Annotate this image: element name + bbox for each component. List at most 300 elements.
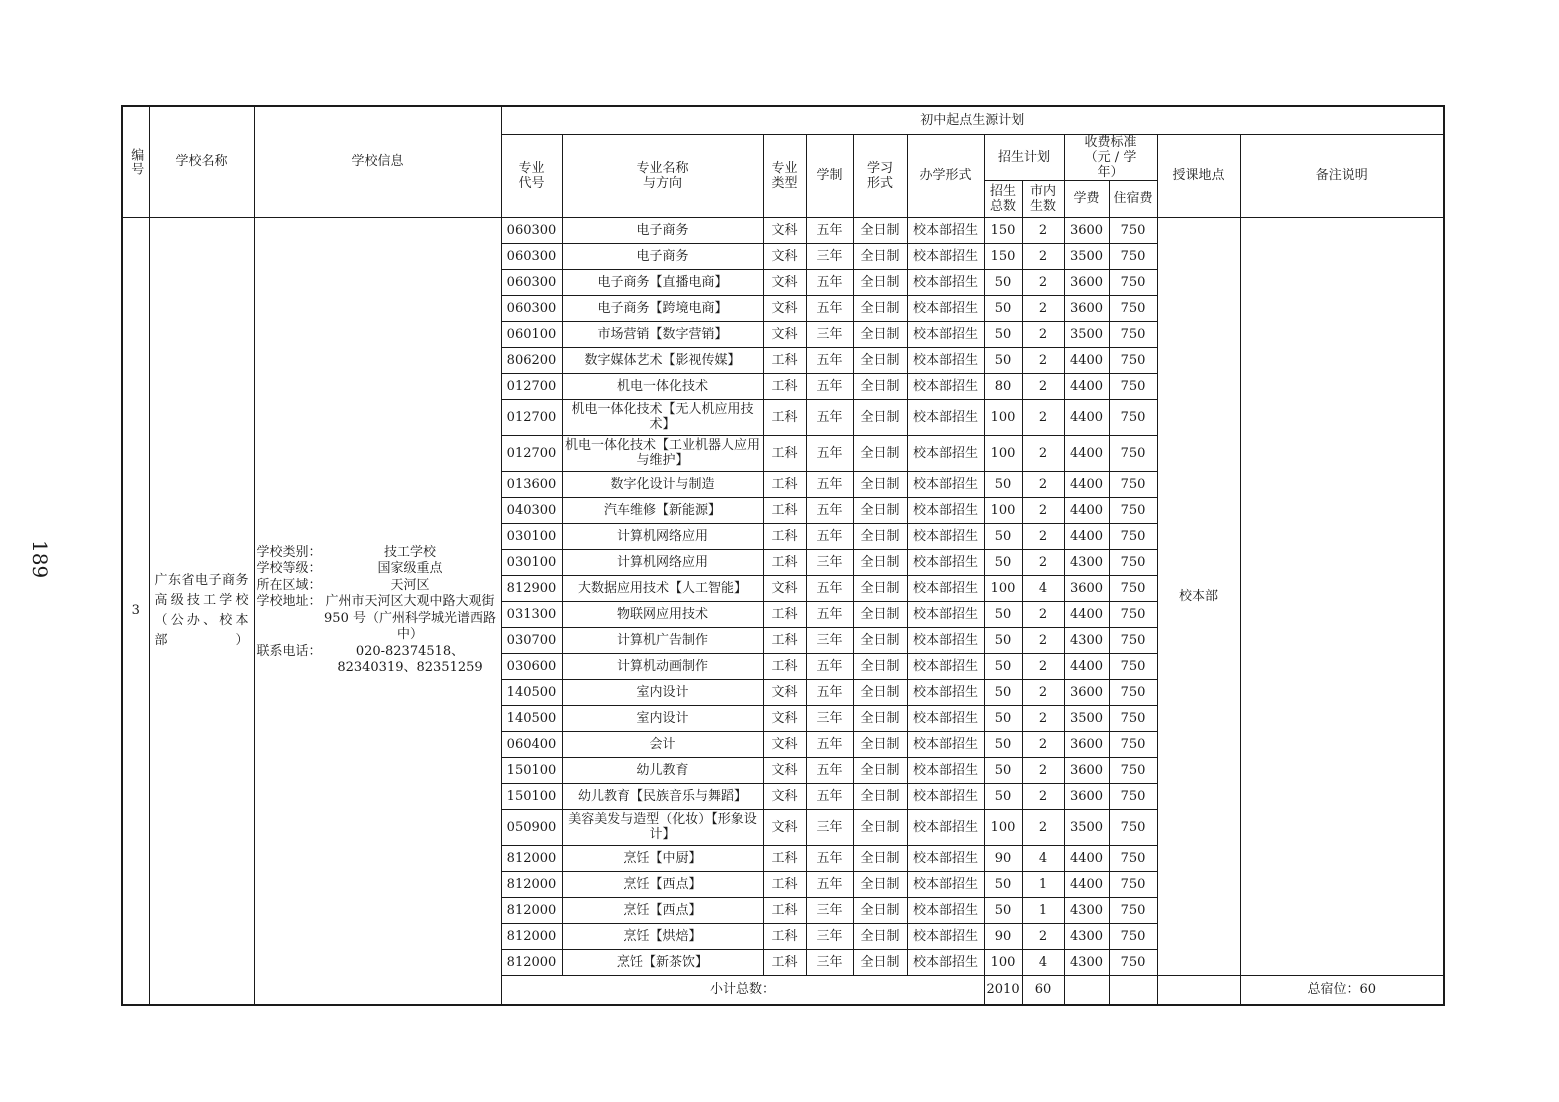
tuition-cell: 3600 (1064, 575, 1109, 601)
major-name-cell: 电子商务 (562, 243, 763, 269)
in-city-cell: 2 (1022, 705, 1064, 731)
study-form-cell: 全日制 (853, 897, 907, 923)
major-name-cell: 机电一体化技术【工业机器人应用与维护】 (562, 435, 763, 471)
major-name-cell: 计算机广告制作 (562, 627, 763, 653)
tuition-cell: 4400 (1064, 601, 1109, 627)
major-type-cell: 文科 (763, 705, 806, 731)
major-code-cell: 031300 (501, 601, 562, 627)
in-city-cell: 1 (1022, 871, 1064, 897)
dorm-fee-cell: 750 (1109, 575, 1157, 601)
study-form-cell: 全日制 (853, 373, 907, 399)
study-form-cell: 全日制 (853, 549, 907, 575)
tuition-cell: 3600 (1064, 757, 1109, 783)
tuition-cell: 4400 (1064, 871, 1109, 897)
dorm-fee-cell: 750 (1109, 373, 1157, 399)
run-form-cell: 校本部招生 (907, 601, 984, 627)
dorm-fee-cell: 750 (1109, 321, 1157, 347)
major-code-cell: 812900 (501, 575, 562, 601)
major-type-cell: 工科 (763, 523, 806, 549)
duration-cell: 五年 (806, 347, 853, 373)
subtotal-tuition (1064, 975, 1109, 1005)
duration-cell: 五年 (806, 731, 853, 757)
duration-cell: 五年 (806, 601, 853, 627)
dorm-fee-cell: 750 (1109, 627, 1157, 653)
duration-cell: 五年 (806, 217, 853, 243)
major-type-cell: 工科 (763, 347, 806, 373)
dorm-fee-cell: 750 (1109, 243, 1157, 269)
major-name-cell: 大数据应用技术【人工智能】 (562, 575, 763, 601)
study-form-cell: 全日制 (853, 435, 907, 471)
tuition-cell: 3600 (1064, 269, 1109, 295)
major-name-cell: 烹饪【中厨】 (562, 845, 763, 871)
dorm-fee-cell: 750 (1109, 949, 1157, 975)
info-level: 学校等级： 国家级重点 (256, 561, 443, 577)
major-name-cell: 电子商务【跨境电商】 (562, 295, 763, 321)
in-city-cell: 2 (1022, 295, 1064, 321)
dorm-fee-cell: 750 (1109, 845, 1157, 871)
major-code-cell: 050900 (501, 809, 562, 845)
in-city-cell: 2 (1022, 373, 1064, 399)
study-form-cell: 全日制 (853, 295, 907, 321)
study-form-cell: 全日制 (853, 321, 907, 347)
page-number: 189 (28, 540, 52, 579)
header-duration: 学制 (806, 134, 853, 217)
in-city-cell: 2 (1022, 399, 1064, 435)
run-form-cell: 校本部招生 (907, 295, 984, 321)
major-type-cell: 文科 (763, 321, 806, 347)
header-fee-standard: 收费标准（元 / 学年） (1064, 134, 1157, 180)
tuition-cell: 4400 (1064, 523, 1109, 549)
header-run-form: 办学形式 (907, 134, 984, 217)
duration-cell: 五年 (806, 845, 853, 871)
tuition-cell: 3600 (1064, 217, 1109, 243)
enroll-total-cell: 50 (984, 897, 1022, 923)
school-no: 3 (122, 217, 149, 1005)
major-type-cell: 工科 (763, 845, 806, 871)
enrollment-plan-table (121, 105, 1445, 1006)
header-plan-group: 初中起点生源计划 (501, 106, 1444, 134)
major-name-cell: 汽车维修【新能源】 (562, 497, 763, 523)
school-name: 广东省电子商务高级技工学校（公办、校本部） (149, 217, 254, 1005)
major-name-cell: 计算机网络应用 (562, 549, 763, 575)
in-city-cell: 2 (1022, 601, 1064, 627)
subtotal-in-city: 60 (1022, 975, 1064, 1005)
enroll-total-cell: 50 (984, 471, 1022, 497)
major-code-cell: 812000 (501, 871, 562, 897)
study-form-cell: 全日制 (853, 949, 907, 975)
dorm-fee-cell: 750 (1109, 497, 1157, 523)
duration-cell: 三年 (806, 949, 853, 975)
major-type-cell: 文科 (763, 809, 806, 845)
run-form-cell: 校本部招生 (907, 549, 984, 575)
duration-cell: 三年 (806, 243, 853, 269)
location-cell: 校本部 (1157, 217, 1240, 975)
dorm-fee-cell: 750 (1109, 783, 1157, 809)
major-name-cell: 室内设计 (562, 679, 763, 705)
enroll-total-cell: 100 (984, 949, 1022, 975)
duration-cell: 三年 (806, 809, 853, 845)
major-type-cell: 工科 (763, 653, 806, 679)
subtotal-remark: 总宿位：60 (1240, 975, 1444, 1005)
in-city-cell: 2 (1022, 523, 1064, 549)
in-city-cell: 2 (1022, 217, 1064, 243)
major-type-cell: 工科 (763, 399, 806, 435)
major-type-cell: 工科 (763, 435, 806, 471)
major-name-cell: 电子商务【直播电商】 (562, 269, 763, 295)
dorm-fee-cell: 750 (1109, 523, 1157, 549)
in-city-cell: 2 (1022, 783, 1064, 809)
enroll-total-cell: 100 (984, 809, 1022, 845)
enroll-total-cell: 50 (984, 627, 1022, 653)
study-form-cell: 全日制 (853, 347, 907, 373)
run-form-cell: 校本部招生 (907, 845, 984, 871)
in-city-cell: 2 (1022, 809, 1064, 845)
major-name-cell: 幼儿教育【民族音乐与舞蹈】 (562, 783, 763, 809)
tuition-cell: 4300 (1064, 627, 1109, 653)
run-form-cell: 校本部招生 (907, 783, 984, 809)
study-form-cell: 全日制 (853, 217, 907, 243)
dorm-fee-cell: 750 (1109, 549, 1157, 575)
dorm-fee-cell: 750 (1109, 471, 1157, 497)
run-form-cell: 校本部招生 (907, 809, 984, 845)
run-form-cell: 校本部招生 (907, 705, 984, 731)
major-name-cell: 会计 (562, 731, 763, 757)
study-form-cell: 全日制 (853, 845, 907, 871)
subtotal-enroll-total: 2010 (984, 975, 1022, 1005)
in-city-cell: 2 (1022, 627, 1064, 653)
dorm-fee-cell: 750 (1109, 601, 1157, 627)
in-city-cell: 2 (1022, 471, 1064, 497)
enroll-total-cell: 150 (984, 217, 1022, 243)
study-form-cell: 全日制 (853, 471, 907, 497)
dorm-fee-cell: 750 (1109, 347, 1157, 373)
study-form-cell: 全日制 (853, 871, 907, 897)
study-form-cell: 全日制 (853, 809, 907, 845)
dorm-fee-cell: 750 (1109, 871, 1157, 897)
header-no: 编号 (122, 106, 149, 217)
enroll-total-cell: 90 (984, 923, 1022, 949)
in-city-cell: 2 (1022, 269, 1064, 295)
run-form-cell: 校本部招生 (907, 321, 984, 347)
in-city-cell: 4 (1022, 845, 1064, 871)
major-name-cell: 数字化设计与制造 (562, 471, 763, 497)
table-row (122, 217, 1444, 243)
run-form-cell: 校本部招生 (907, 679, 984, 705)
major-code-cell: 812000 (501, 923, 562, 949)
dorm-fee-cell: 750 (1109, 399, 1157, 435)
major-code-cell: 140500 (501, 705, 562, 731)
run-form-cell: 校本部招生 (907, 435, 984, 471)
major-code-cell: 030100 (501, 523, 562, 549)
in-city-cell: 2 (1022, 653, 1064, 679)
major-type-cell: 工科 (763, 949, 806, 975)
enroll-total-cell: 50 (984, 757, 1022, 783)
study-form-cell: 全日制 (853, 523, 907, 549)
major-type-cell: 工科 (763, 601, 806, 627)
duration-cell: 五年 (806, 471, 853, 497)
major-code-cell: 060300 (501, 269, 562, 295)
major-name-cell: 计算机动画制作 (562, 653, 763, 679)
info-district: 所在区域： 天河区 (256, 577, 430, 593)
remarks-cell (1240, 217, 1444, 975)
header-major-type: 专业类型 (763, 134, 806, 217)
duration-cell: 三年 (806, 923, 853, 949)
run-form-cell: 校本部招生 (907, 471, 984, 497)
subtotal-dorm-fee (1109, 975, 1157, 1005)
major-code-cell: 030700 (501, 627, 562, 653)
major-type-cell: 文科 (763, 757, 806, 783)
major-code-cell: 150100 (501, 783, 562, 809)
major-code-cell: 150100 (501, 757, 562, 783)
major-code-cell: 060100 (501, 321, 562, 347)
major-code-cell: 030600 (501, 653, 562, 679)
tuition-cell: 3500 (1064, 243, 1109, 269)
major-name-cell: 机电一体化技术【无人机应用技术】 (562, 399, 763, 435)
major-type-cell: 文科 (763, 575, 806, 601)
header-school-name: 学校名称 (149, 106, 254, 217)
major-code-cell: 806200 (501, 347, 562, 373)
major-type-cell: 文科 (763, 295, 806, 321)
dorm-fee-cell: 750 (1109, 435, 1157, 471)
run-form-cell: 校本部招生 (907, 897, 984, 923)
study-form-cell: 全日制 (853, 575, 907, 601)
duration-cell: 五年 (806, 757, 853, 783)
header-major-code: 专业代号 (501, 134, 562, 217)
enroll-total-cell: 50 (984, 295, 1022, 321)
enroll-total-cell: 50 (984, 601, 1022, 627)
major-name-cell: 室内设计 (562, 705, 763, 731)
major-code-cell: 013600 (501, 471, 562, 497)
in-city-cell: 2 (1022, 321, 1064, 347)
in-city-cell: 2 (1022, 923, 1064, 949)
duration-cell: 五年 (806, 497, 853, 523)
major-code-cell: 060400 (501, 731, 562, 757)
dorm-fee-cell: 750 (1109, 705, 1157, 731)
tuition-cell: 3500 (1064, 705, 1109, 731)
dorm-fee-cell: 750 (1109, 295, 1157, 321)
duration-cell: 五年 (806, 269, 853, 295)
enroll-total-cell: 50 (984, 549, 1022, 575)
tuition-cell: 4300 (1064, 949, 1109, 975)
in-city-cell: 2 (1022, 347, 1064, 373)
enroll-total-cell: 100 (984, 435, 1022, 471)
study-form-cell: 全日制 (853, 627, 907, 653)
tuition-cell: 4400 (1064, 845, 1109, 871)
run-form-cell: 校本部招生 (907, 373, 984, 399)
dorm-fee-cell: 750 (1109, 897, 1157, 923)
major-type-cell: 工科 (763, 923, 806, 949)
tuition-cell: 3600 (1064, 731, 1109, 757)
enroll-total-cell: 50 (984, 321, 1022, 347)
tuition-cell: 4400 (1064, 347, 1109, 373)
study-form-cell: 全日制 (853, 705, 907, 731)
major-name-cell: 数字媒体艺术【影视传媒】 (562, 347, 763, 373)
duration-cell: 五年 (806, 871, 853, 897)
in-city-cell: 2 (1022, 549, 1064, 575)
run-form-cell: 校本部招生 (907, 949, 984, 975)
table-body (122, 217, 1444, 1005)
run-form-cell: 校本部招生 (907, 243, 984, 269)
run-form-cell: 校本部招生 (907, 923, 984, 949)
enroll-total-cell: 100 (984, 575, 1022, 601)
enroll-total-cell: 50 (984, 783, 1022, 809)
major-name-cell: 机电一体化技术 (562, 373, 763, 399)
major-name-cell: 烹饪【西点】 (562, 871, 763, 897)
tuition-cell: 4400 (1064, 399, 1109, 435)
subtotal-label: 小计总数： (501, 975, 984, 1005)
major-type-cell: 工科 (763, 373, 806, 399)
tuition-cell: 4400 (1064, 373, 1109, 399)
major-name-cell: 美容美发与造型（化妆）【形象设计】 (562, 809, 763, 845)
study-form-cell: 全日制 (853, 679, 907, 705)
major-type-cell: 文科 (763, 731, 806, 757)
major-name-cell: 物联网应用技术 (562, 601, 763, 627)
run-form-cell: 校本部招生 (907, 269, 984, 295)
major-type-cell: 文科 (763, 269, 806, 295)
tuition-cell: 4400 (1064, 471, 1109, 497)
dorm-fee-cell: 750 (1109, 923, 1157, 949)
major-name-cell: 烹饪【烘焙】 (562, 923, 763, 949)
dorm-fee-cell: 750 (1109, 217, 1157, 243)
in-city-cell: 2 (1022, 243, 1064, 269)
enroll-total-cell: 50 (984, 347, 1022, 373)
run-form-cell: 校本部招生 (907, 653, 984, 679)
school-info (254, 217, 501, 1005)
subtotal-location (1157, 975, 1240, 1005)
dorm-fee-cell: 750 (1109, 679, 1157, 705)
major-name-cell: 计算机网络应用 (562, 523, 763, 549)
dorm-fee-cell: 750 (1109, 757, 1157, 783)
header-enroll-plan: 招生计划 (984, 134, 1064, 180)
study-form-cell: 全日制 (853, 653, 907, 679)
enroll-total-cell: 50 (984, 269, 1022, 295)
enroll-total-cell: 50 (984, 731, 1022, 757)
duration-cell: 三年 (806, 627, 853, 653)
major-type-cell: 文科 (763, 217, 806, 243)
duration-cell: 三年 (806, 897, 853, 923)
major-code-cell: 030100 (501, 549, 562, 575)
info-address: 学校地址： 广州市天河区大观中路大观街 950 号（广州科学城光谱西路中） (256, 594, 496, 643)
study-form-cell: 全日制 (853, 783, 907, 809)
major-code-cell: 060300 (501, 217, 562, 243)
major-name-cell: 幼儿教育 (562, 757, 763, 783)
enroll-total-cell: 50 (984, 705, 1022, 731)
study-form-cell: 全日制 (853, 497, 907, 523)
tuition-cell: 3600 (1064, 295, 1109, 321)
major-name-cell: 烹饪【新茶饮】 (562, 949, 763, 975)
tuition-cell: 4400 (1064, 497, 1109, 523)
duration-cell: 五年 (806, 295, 853, 321)
major-type-cell: 工科 (763, 497, 806, 523)
run-form-cell: 校本部招生 (907, 347, 984, 373)
tuition-cell: 3500 (1064, 809, 1109, 845)
major-type-cell: 工科 (763, 871, 806, 897)
run-form-cell: 校本部招生 (907, 497, 984, 523)
tuition-cell: 4300 (1064, 897, 1109, 923)
enroll-total-cell: 50 (984, 523, 1022, 549)
duration-cell: 三年 (806, 705, 853, 731)
run-form-cell: 校本部招生 (907, 757, 984, 783)
run-form-cell: 校本部招生 (907, 871, 984, 897)
enroll-total-cell: 90 (984, 845, 1022, 871)
major-type-cell: 工科 (763, 897, 806, 923)
major-code-cell: 012700 (501, 435, 562, 471)
study-form-cell: 全日制 (853, 731, 907, 757)
enroll-total-cell: 100 (984, 399, 1022, 435)
run-form-cell: 校本部招生 (907, 627, 984, 653)
major-name-cell: 市场营销【数字营销】 (562, 321, 763, 347)
duration-cell: 五年 (806, 653, 853, 679)
study-form-cell: 全日制 (853, 269, 907, 295)
duration-cell: 三年 (806, 321, 853, 347)
tuition-cell: 4400 (1064, 653, 1109, 679)
duration-cell: 五年 (806, 679, 853, 705)
enroll-total-cell: 50 (984, 679, 1022, 705)
major-type-cell: 工科 (763, 627, 806, 653)
tuition-cell: 3500 (1064, 321, 1109, 347)
in-city-cell: 4 (1022, 575, 1064, 601)
run-form-cell: 校本部招生 (907, 523, 984, 549)
dorm-fee-cell: 750 (1109, 809, 1157, 845)
header-school-info: 学校信息 (254, 106, 501, 217)
study-form-cell: 全日制 (853, 601, 907, 627)
tuition-cell: 3600 (1064, 783, 1109, 809)
table-header (122, 106, 1444, 217)
tuition-cell: 3600 (1064, 679, 1109, 705)
major-name-cell: 电子商务 (562, 217, 763, 243)
header-dorm-fee: 住宿费 (1109, 180, 1157, 217)
run-form-cell: 校本部招生 (907, 575, 984, 601)
major-code-cell: 812000 (501, 949, 562, 975)
header-remarks: 备注说明 (1240, 134, 1444, 217)
major-code-cell: 812000 (501, 845, 562, 871)
duration-cell: 五年 (806, 523, 853, 549)
header-study-form: 学习形式 (853, 134, 907, 217)
in-city-cell: 2 (1022, 435, 1064, 471)
duration-cell: 三年 (806, 549, 853, 575)
run-form-cell: 校本部招生 (907, 399, 984, 435)
in-city-cell: 2 (1022, 679, 1064, 705)
duration-cell: 五年 (806, 399, 853, 435)
duration-cell: 五年 (806, 783, 853, 809)
enroll-total-cell: 80 (984, 373, 1022, 399)
tuition-cell: 4300 (1064, 923, 1109, 949)
info-category: 学校类别： 技工学校 (256, 544, 437, 560)
duration-cell: 五年 (806, 373, 853, 399)
run-form-cell: 校本部招生 (907, 217, 984, 243)
enroll-total-cell: 100 (984, 497, 1022, 523)
enroll-total-cell: 50 (984, 871, 1022, 897)
dorm-fee-cell: 750 (1109, 269, 1157, 295)
in-city-cell: 1 (1022, 897, 1064, 923)
major-code-cell: 060300 (501, 295, 562, 321)
major-code-cell: 012700 (501, 373, 562, 399)
header-in-city: 市内生数 (1022, 180, 1064, 217)
dorm-fee-cell: 750 (1109, 653, 1157, 679)
header-major-name: 专业名称与方向 (562, 134, 763, 217)
in-city-cell: 2 (1022, 497, 1064, 523)
duration-cell: 五年 (806, 575, 853, 601)
major-code-cell: 060300 (501, 243, 562, 269)
major-type-cell: 文科 (763, 783, 806, 809)
in-city-cell: 4 (1022, 949, 1064, 975)
study-form-cell: 全日制 (853, 243, 907, 269)
in-city-cell: 2 (1022, 757, 1064, 783)
major-code-cell: 812000 (501, 897, 562, 923)
info-phone: 联系电话： 020-82374518、82340319、82351259 (256, 643, 483, 676)
tuition-cell: 4300 (1064, 549, 1109, 575)
major-type-cell: 文科 (763, 679, 806, 705)
